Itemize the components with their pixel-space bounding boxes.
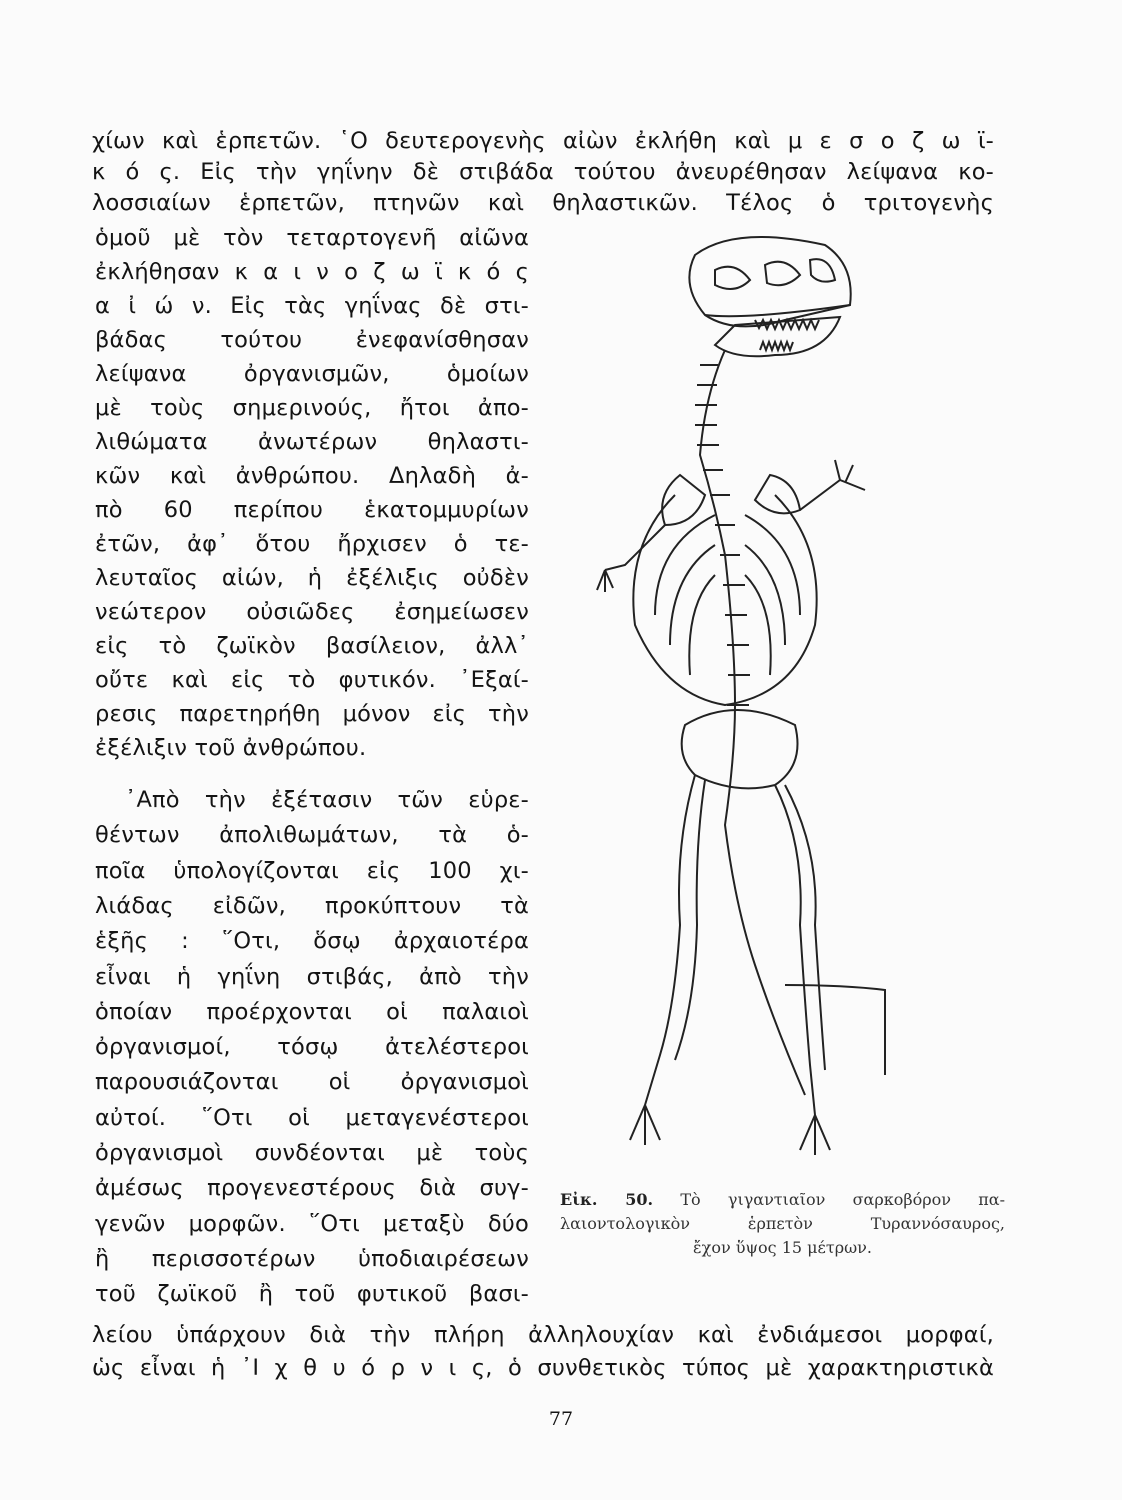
text-line: εἰς τὸ ζωϊκὸν βασίλειον, ἀλλ᾽ <box>95 633 529 659</box>
text-line: ἀμέσως προγενεστέρους διὰ συγ- <box>95 1175 529 1202</box>
text-line: αὐτοί. ῞Οτι οἱ μεταγενέστεροι <box>95 1104 529 1131</box>
tyrannosaurus-skeleton-illustration <box>585 225 915 1175</box>
text-line: α ἰ ώ ν. Εἰς τὰς γηΐνας δὲ στι- <box>95 293 529 319</box>
text-line: ποῖα ὑπολογίζονται εἰς 100 χι- <box>95 857 529 884</box>
text-line: ὡς εἶναι ἡ ᾽Ι χ θ υ ό ρ ν ι ς, ὁ συνθετικὸς τύπος μὲ χαρακτηριστικὰ <box>92 1355 994 1381</box>
text-line: ἐκλήθησαν κ α ι ν ο ζ ω ϊ κ ό ς <box>95 259 529 285</box>
text-line: λοσσιαίων ἑρπετῶν, πτηνῶν καὶ θηλαστικῶν. Τέλος ὁ τριτογενὴς <box>92 190 994 216</box>
text-line: ρεσις παρετηρήθη μόνον εἰς τὴν <box>95 701 529 727</box>
text-line: ἑξῆς : ῞Οτι, ὅσῳ ἀρχαιοτέρα <box>95 928 529 955</box>
text-line: λιθώματα ἀνωτέρων θηλαστι- <box>95 429 529 455</box>
caption-line-3: ἔχον ὕψος 15 μέτρων. <box>693 1238 872 1257</box>
text-line: λείου ὑπάρχουν διὰ τὴν πλήρη ἀλληλουχίαν καὶ ἐνδιάμεσοι μορφαί, <box>92 1322 994 1348</box>
text-line: ἢ περισσοτέρων ὑποδιαιρέσεων <box>95 1245 529 1272</box>
text-line: γενῶν μορφῶν. ῞Οτι μεταξὺ δύο <box>95 1210 529 1237</box>
text-line: λευταῖος αἰών, ἡ ἐξέλιξις οὐδὲν <box>95 565 529 591</box>
text-line: ὁποίαν προέρχονται οἱ παλαιοὶ <box>95 998 529 1025</box>
caption-text: Τὸ γιγαντιαῖον σαρκοβόρον πα- <box>680 1190 1006 1209</box>
figure-label: Εἰκ. 50. <box>560 1190 654 1209</box>
text-line: κ ό ς. Εἰς τὴν γηΐνην δὲ στιβάδα τούτου ἀνευρέθησαν λείψανα κο- <box>92 159 994 185</box>
caption-line-2: λαιοντολογικὸν ἑρπετὸν Τυραννόσαυρος, <box>560 1214 1005 1233</box>
text-line: ὀργανισμοί, τόσῳ ἀτελέστεροι <box>95 1034 529 1061</box>
text-line: οὔτε καὶ εἰς τὸ φυτικόν. ᾽Εξαί- <box>95 667 529 693</box>
text-line: χίων καὶ ἑρπετῶν. ῾Ο δευτερογενὴς αἰὼν ἐκλήθη καὶ μ ε σ ο ζ ω ϊ- <box>92 128 994 154</box>
text-line: εἶναι ἡ γηΐνη στιβάς, ἀπὸ τὴν <box>95 963 529 990</box>
text-line: πὸ 60 περίπου ἑκατομμυρίων <box>95 497 529 523</box>
text-line: ἐξέλιξιν τοῦ ἀνθρώπου. <box>95 735 367 761</box>
figure-caption <box>560 1188 1005 1260</box>
text-line: ᾽Απὸ τὴν ἐξέτασιν τῶν εὑρε- <box>125 787 529 813</box>
text-line: ὀργανισμοὶ συνδέονται μὲ τοὺς <box>95 1140 529 1166</box>
text-line: ἐτῶν, ἀφ᾽ ὅτου ἤρχισεν ὁ τε- <box>95 531 529 557</box>
text-line: λείψανα ὀργανισμῶν, ὁμοίων <box>95 361 529 387</box>
text-line: τοῦ ζωϊκοῦ ἢ τοῦ φυτικοῦ βασι- <box>95 1281 529 1308</box>
text-line: κῶν καὶ ἀνθρώπου. Δηλαδὴ ἀ- <box>95 463 529 489</box>
text-line: θέντων ἀπολιθωμάτων, τὰ ὁ- <box>95 822 529 849</box>
text-line: βάδας τούτου ἐνεφανίσθησαν <box>95 327 529 353</box>
text-line: νεώτερον οὐσιῶδες ἐσημείωσεν <box>95 599 529 625</box>
page-number: 77 <box>548 1408 574 1430</box>
text-line: μὲ τοὺς σημερινούς, ἤτοι ἀπο- <box>95 395 529 421</box>
text-line: παρουσιάζονται οἱ ὀργανισμοὶ <box>95 1069 529 1096</box>
text-line: λιάδας εἰδῶν, προκύπτουν τὰ <box>95 892 529 919</box>
text-line: ὁμοῦ μὲ τὸν τεταρτογενῆ αἰῶνα <box>95 225 529 251</box>
caption-line-1 <box>560 1188 1005 1212</box>
